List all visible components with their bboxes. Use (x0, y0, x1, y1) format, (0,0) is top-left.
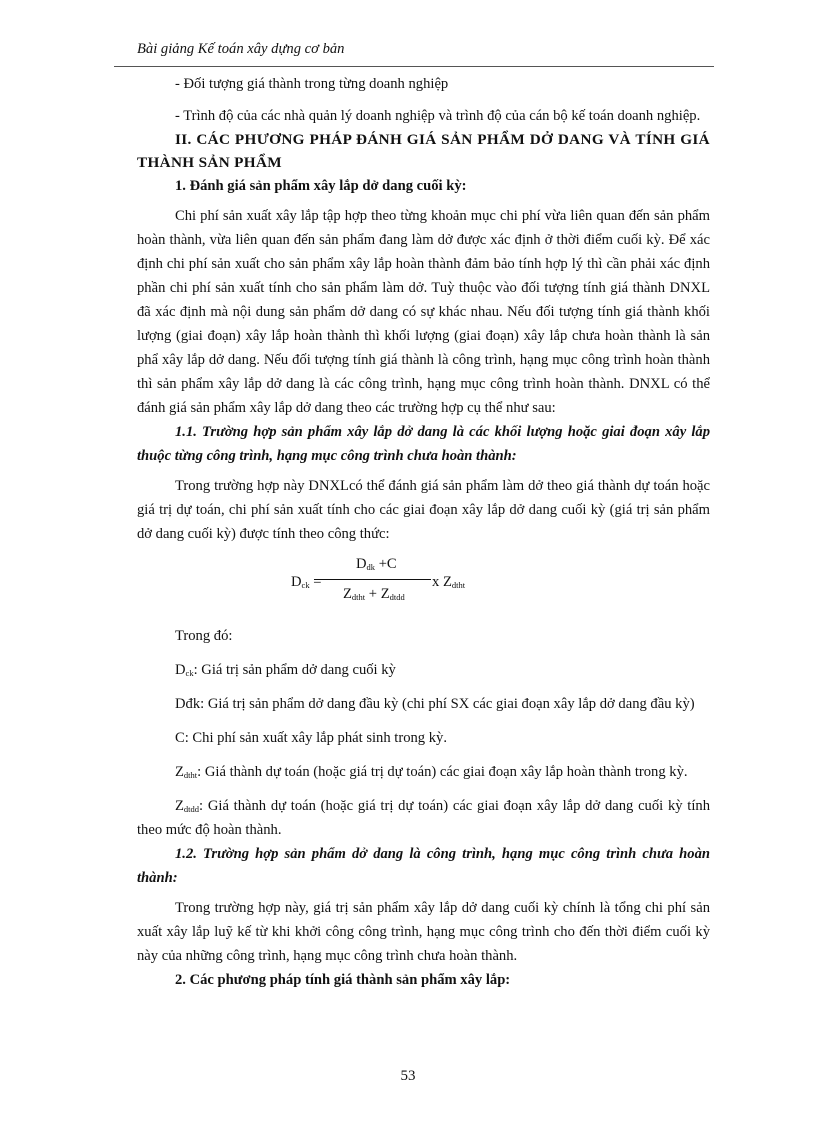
page-body (137, 72, 710, 992)
section-heading: II. CÁC PHƯƠNG PHÁP ĐÁNH GIÁ SẢN PHẨM DỞ DANG VÀ TÍNH GIÁ THÀNH SẢN PHẨM (137, 131, 710, 171)
formula (137, 556, 710, 618)
definition-item: C: Chi phí sản xuất xây lắp phát sinh trong kỳ. (175, 730, 447, 746)
where-label: Trong đó: (175, 628, 233, 644)
definition-item: $Z_{dtdd}$: Giá thành dự toán (hoặc giá trị dự toán) các giai đoạn xây lắp dở dang cuối kỳ tính theo mức độ hoàn thành. (137, 798, 710, 838)
bullet-item: - Trình độ của các nhà quản lý doanh nghiệp và trình độ của cán bộ kế toán doanh nghiệp. (175, 108, 701, 124)
formula-numerator: $D_{dk} +C$ (356, 556, 397, 572)
bullet-item: - Đối tượng giá thành trong từng doanh nghiệp (175, 76, 449, 92)
subsection-heading: 2. Các phương pháp tính giá thành sản phẩm xây lắp: (175, 972, 511, 988)
formula-lhs: $D_{ck}$ = (291, 574, 322, 590)
page-number: 53 (400, 1068, 416, 1084)
paragraph: Chi phí sản xuất xây lắp tập hợp theo từng khoản mục chi phí vừa liên quan đến sản phẩm hoàn thành, vừa liên quan đến sản phẩm đang làm dở được xác định ở thời điểm cuối kỳ. Để xác định chi phí sản xuất cho sản phẩm xây lắp hoàn thành đảm bảo tính hợp lý thì cần phải xác định phần chi phí sản xuất tính cho sản phẩm làm dở. Tuỳ thuộc vào đối tượng tính giá thành DNXL đã xác định mà nội dung sản phẩm dở dang có sự khác nhau. Nếu đối tượng tính giá thành khối lượng (giai đoạn) xây lắp hoàn thành thì khối lượng (giai đoạn) xây lắp chưa hoàn thành là sản phẩ xây lắp dở dang. Nếu đối tượng tính giá thành là công trình, hạng mục công trình hoàn thành thì sản phẩm xây lắp dở dang là các công trình, hạng mục công trình hoàn thành. DNXL có thể đánh giá sản phẩm xây lắp dở dang theo các trường hợp cụ thể như sau: (137, 208, 710, 416)
case-heading: 1.1. Trường hợp sản phẩm xây lắp dở dang là các khối lượng hoặc giai đoạn xây lắp thuộc từng công trình, hạng mục công trình chưa hoàn thành: (137, 424, 710, 464)
case-heading: 1.2. Trường hợp sản phẩm dở dang là công trình, hạng mục công trình chưa hoàn thành: (137, 846, 710, 886)
paragraph: Trong trường hợp này, giá trị sản phẩm xây lắp dở dang cuối kỳ chính là tổng chi phí sản xuất xây lắp luỹ kế từ khi khởi công công trình, hạng mục công trình cho đến thời điểm cuối kỳ này của những công trình, hạng mục công trình chưa hoàn thành. (137, 900, 710, 964)
formula-multiplier: x $Z_{dtht}$ (432, 574, 466, 590)
definition-item: Dđk: Giá trị sản phẩm dở dang đầu kỳ (chi phí SX các giai đoạn xây lắp dở dang đầu kỳ) (175, 696, 695, 712)
paragraph: Trong trường hợp này DNXLcó thể đánh giá sản phẩm làm dở theo giá thành dự toán hoặc giá trị dự toán, chi phí sản xuất tính cho các giai đoạn xây lắp dở dang cuối kỳ (giá trị sản phẩm dở dang cuối kỳ) được tính theo công thức: (137, 478, 710, 542)
running-header: Bài giảng Kế toán xây dựng cơ bản (137, 41, 345, 57)
subsection-heading: 1. Đánh giá sản phẩm xây lắp dở dang cuối kỳ: (175, 178, 467, 194)
formula-denominator: $Z_{dtht} + Z_{dtdd}$ (343, 586, 405, 602)
fraction-bar (314, 579, 431, 580)
definition-item: $D_{ck}$: Giá trị sản phẩm dở dang cuối kỳ (175, 662, 396, 678)
header-rule (114, 66, 714, 67)
definition-item: $Z_{dtht}$: Giá thành dự toán (hoặc giá trị dự toán) các giai đoạn xây lắp hoàn thành trong kỳ. (175, 764, 688, 780)
